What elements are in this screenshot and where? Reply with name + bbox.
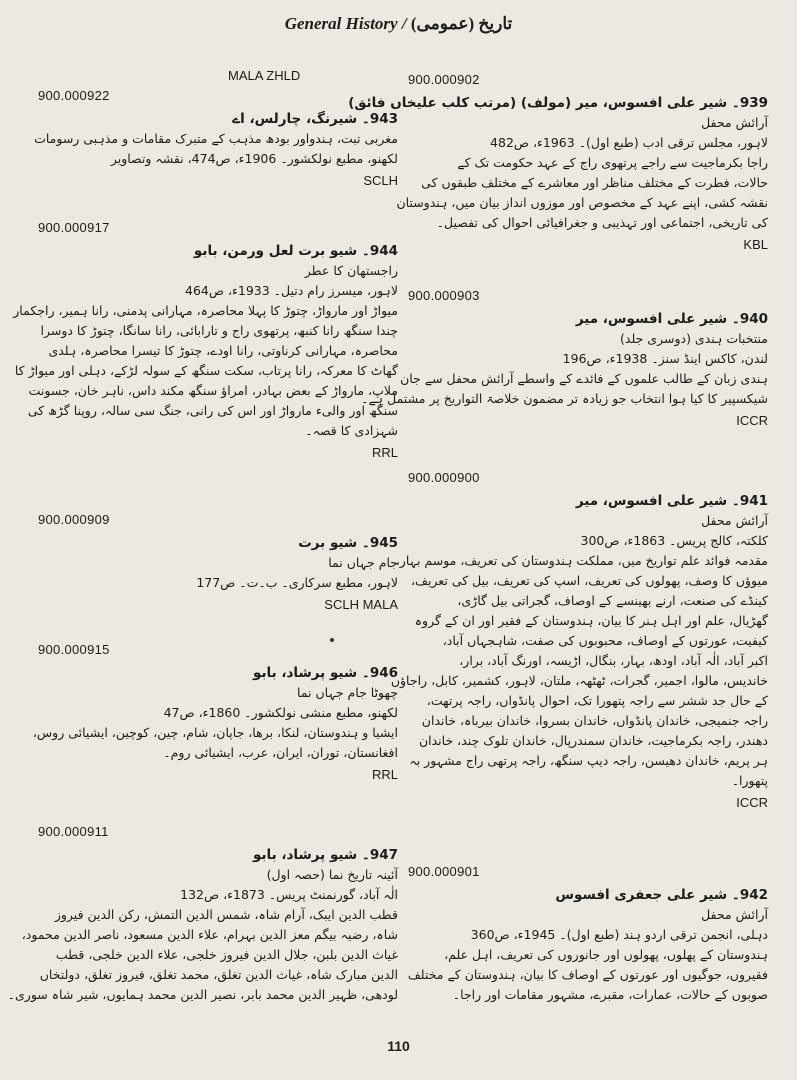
entry-title: 943۔ شیرنگ، چارلس، اے [232,111,398,127]
entry-title: 946۔ شیو پرشاد، بابو [253,665,398,681]
entry-text-line: جام جہاں نما [328,555,398,570]
entry-text-line: لاہور، مجلس ترقی ادب (طبع اول)۔ 1963ء، ص482 [490,135,768,150]
accession-number: 900.000922 [38,88,110,103]
entry-text-line: کی تاریخی، اجتماعی اور تہذیبی و جغرافیائی احوال کی تفصیل۔ [436,215,768,230]
entry-title: 947۔ شیو پرشاد، بابو [253,847,398,863]
library-code: SCLH MALA [324,597,398,612]
library-code: ICCR [736,413,768,428]
catalog-entry-946 [32,642,398,782]
library-code: ICCR [736,795,768,810]
accession-number: 900.000901 [408,864,480,879]
entry-text-line: حالات، فطرت کے مختلف مناظر اور معاشرے کے مختلف طبقوں کی [421,175,768,190]
entry-text-line: قطب الدین ایبک، آرام شاہ، شمس الدین التمش، رکن الدین فیروز [54,907,398,922]
entry-text-line: چندا سنگھ رانا کنبھ، پرتھوی راج و تارابائی، رانا سانگا، چتوڑ کا دوسرا [40,323,398,338]
entry-text-line: گھڑیال، علم اور اہل ہنر کا بیان، ہندوستان کے فقیر اور ان کے گروہ [414,613,768,628]
entry-title: 941۔ شیر علی افسوس، میر [575,493,768,509]
entry-text-line: شاہ، رضیہ بیگم معز الدین بہرام، علاء الدین مسعود، ناصر الدین محمود، [21,927,398,942]
entry-text-line: خاندیس، مالوا، اجمیر، گجرات، ٹھٹھہ، ملتان، لاہور، کشمیر، کابل، راجاؤں [390,673,768,688]
entry-title: 942۔ شیر علی جعفری افسوس [555,887,768,903]
entry-text-line: محاصرہ، مہارانی کرناوتی، رانا اودے، چتوڑ کا تیسرا محاصرہ، ہلدی [48,343,398,358]
entry-text-line: کینڈے کی صنعت، ارنے بھینسے کے اوصاف، گجراتی بیل گاڑی، [457,593,768,608]
entry-text-line: مغربی تبت، ہندواور بودھ مذہب کے متبرک مقامات و مذہبی رسومات [34,131,398,146]
entry-text-line: سنگھ اور والیء مارواڑ اور اس کی رانی، جنگ سی سالہ، روپنا گڑھ کی [27,403,398,418]
accession-number: 900.000909 [38,512,110,527]
catalog-entry-944 [13,220,398,460]
entry-text-line: ہندی زبان کے طالب علموں کے فائدے کے واسطے آرائش محفل سے جان [400,371,768,386]
entry-title: 939۔ شیر علی افسوس، میر (مولف) (مرتب کلب علیخاں فائق) [348,95,768,111]
header-title-urdu: تاریخ (عمومی) [410,14,513,33]
entry-text-line: راجستھان کا عطر [304,263,398,278]
ink-dot [330,638,334,642]
entry-text-line: آئینہ تاریخ نما (حصہ اول) [266,867,398,882]
header-title-english: General History / [284,14,407,33]
catalog-entry-945 [38,512,398,612]
library-code: RRL [371,445,398,460]
entry-text-line: گھاٹ کا معرکہ، رانا پرتاب، سکت سنگھ کے سولہ لڑکے، دہلی اور میواڑ کا [14,363,398,378]
entry-text-line: آرائش محفل [701,115,768,130]
entry-text-line: کیفیت، عورتوں کے اوصاف، محبوبوں کی صفت، شاہجہاں آباد، [442,633,768,648]
entry-text-line: لکھنو، مطبع منشی نولکشور۔ 1860ء، ص47 [163,705,398,720]
entry-text-line: لودھی، ظہیر الدین محمد بابر، نصیر الدین محمد ہمایوں، شیر شاہ سوری۔ [7,987,398,1002]
entry-text-line: لکھنو، مطبع نولکشور۔ 1906ء، ص474، نقشہ وتصاویر [110,151,398,166]
accession-number: 900.000915 [38,642,110,657]
catalog-entry-942 [408,864,768,1005]
entry-text-line: الٰہ آباد، گورنمنٹ پریس۔ 1873ء، ص132 [180,887,398,902]
entry-text-line: منتخبات ہندی (دوسری جلد) [620,331,768,346]
entry-text-line: لاہور، میسرز رام دتیل۔ 1933ء، ص464 [185,283,398,298]
accession-number: 900.000900 [408,470,480,485]
entry-text-line: کلکتہ، کالج پریس۔ 1863ء، ص300 [580,533,768,548]
entry-text-line: چھوٹا جام جہاں نما [297,685,398,700]
entry-text-line: الدین مبارک شاہ، غیاث الدین تغلق، محمد تغلق، فیروز تغلق، دولتخاں [39,967,398,982]
entry-title: 940۔ شیر علی افسوس، میر [575,311,768,327]
entry-text-line: لندن، کاکس اینڈ سنز۔ 1938ء، ص196 [562,351,768,366]
entry-text-line: میواڑ اور مارواڑ، چتوڑ کا پہلا محاصرہ، مہارانی پدمنی، رانا ہمیر، راجکمار [13,303,398,318]
accession-number: 900.000917 [38,220,110,235]
entry-text-line: نقشہ کشی، اپنے عہد کے مخصوص اور موزوں انداز بیان میں، ہندوستان [396,195,768,210]
page-header [0,14,797,34]
entry-text-line: آرائش محفل [701,513,768,528]
entry-text-line: دھندر، راجہ بکرماجیت، خاندان سمندرپال، خاندان تلوک چند، خاندان [418,733,768,748]
entry-text-line: راجا بکرماجیت سے راجے پرتھوی راج کے عہد حکومت تک کے [457,155,768,170]
top-library-label: MALA ZHLD [228,68,301,83]
library-code: SCLH [363,173,398,188]
entry-text-line: افغانستان، توران، ایران، عرب، ایشیائی روم۔ [163,745,398,760]
entry-text-line: کے حال جد ششر سے راجہ پتھورا تک، احوال پانڈواں، راجہ پرتھت، [426,693,768,708]
entry-text-line: ملاپ، مارواڑ کے بعض بہادر، امراؤ سنگھ مکند داس، ناہر خان، جسونت [28,383,398,398]
accession-number: 900.000902 [408,72,480,87]
entry-title: 944۔ شیو برت لعل ورمن، بابو [193,243,398,259]
entry-text-line: شہزادی کا قصہ۔ [305,423,398,438]
entry-text-line: شیکسپیر کا کیا ہوا انتخاب جو زیادہ تر مضمون خلاصۃ التواریخ پر مشتمل ہے۔ [361,391,768,406]
entry-text-line: غیاث الدین بلبن، جلال الدین فیروز خلجی، علاء الدین خلجی، قطب [55,947,398,962]
entry-text-line: آرائش محفل [701,907,768,922]
entry-text-line: مقدمہ فوائد علم تواریخ میں، مملکت ہندوستان کی تعریف، موسم بہار، [395,553,768,568]
accession-number: 900.000903 [408,288,480,303]
entry-text-line: راجہ جنمیجی، خاندان پانڈواں، خاندان بسروا، خاندان بیرباہ، خاندان [421,713,768,728]
entry-text-line: پتھورا۔ [731,773,768,788]
catalog-entry-940 [361,288,768,428]
page-number: 110 [387,1038,410,1054]
entry-title: 945۔ شیو برت [298,535,398,551]
entry-text-line: فقیروں، جوگیوں اور عورتوں کے اوصاف کا بیان، ہندوستان کے مختلف [407,967,768,982]
entry-text-line: اکبر آباد، الٰہ آباد، اودھ، بہار، بنگال، اڑیسہ، اورنگ آباد، برار، [459,653,768,668]
entry-text-line: صوبوں کے حالات، عمارات، مقبرے، مشہور مقامات اور راجا۔ [452,987,768,1002]
entry-text-line: ایشیا و ہندوستان، لنکا، برھا، جاپان، شام، چین، کوچین، ایشیائی روس، [32,725,398,740]
entry-text-line: ہر پریم، خاندان دھیسن، راجہ دیپ سنگھ، راجہ پرتھی راج مشہور بہ [409,753,768,768]
catalog-entry-943 [34,88,398,188]
catalog-entry-941 [390,470,768,810]
entry-text-line: لاہور، مطبع سرکاری۔ ب۔ت۔ ص177 [196,575,398,590]
accession-number: 900.000911 [38,824,109,839]
library-code: RRL [371,767,398,782]
entry-text-line: دہلی، انجمن ترقی اردو ہند (طبع اول)۔ 1945ء، ص360 [470,927,768,942]
entry-text-line: میوؤں کا وصف، پھولوں کی تعریف، اسپ کی تعریف، بیل کی تعریف، [410,573,768,588]
catalog-entry-947 [7,824,398,1005]
library-code: KBL [743,237,768,252]
entry-text-line: ہندوستان کے پھلوں، پھولوں اور جانوروں کی تعریف، اہل علم، [444,947,768,962]
